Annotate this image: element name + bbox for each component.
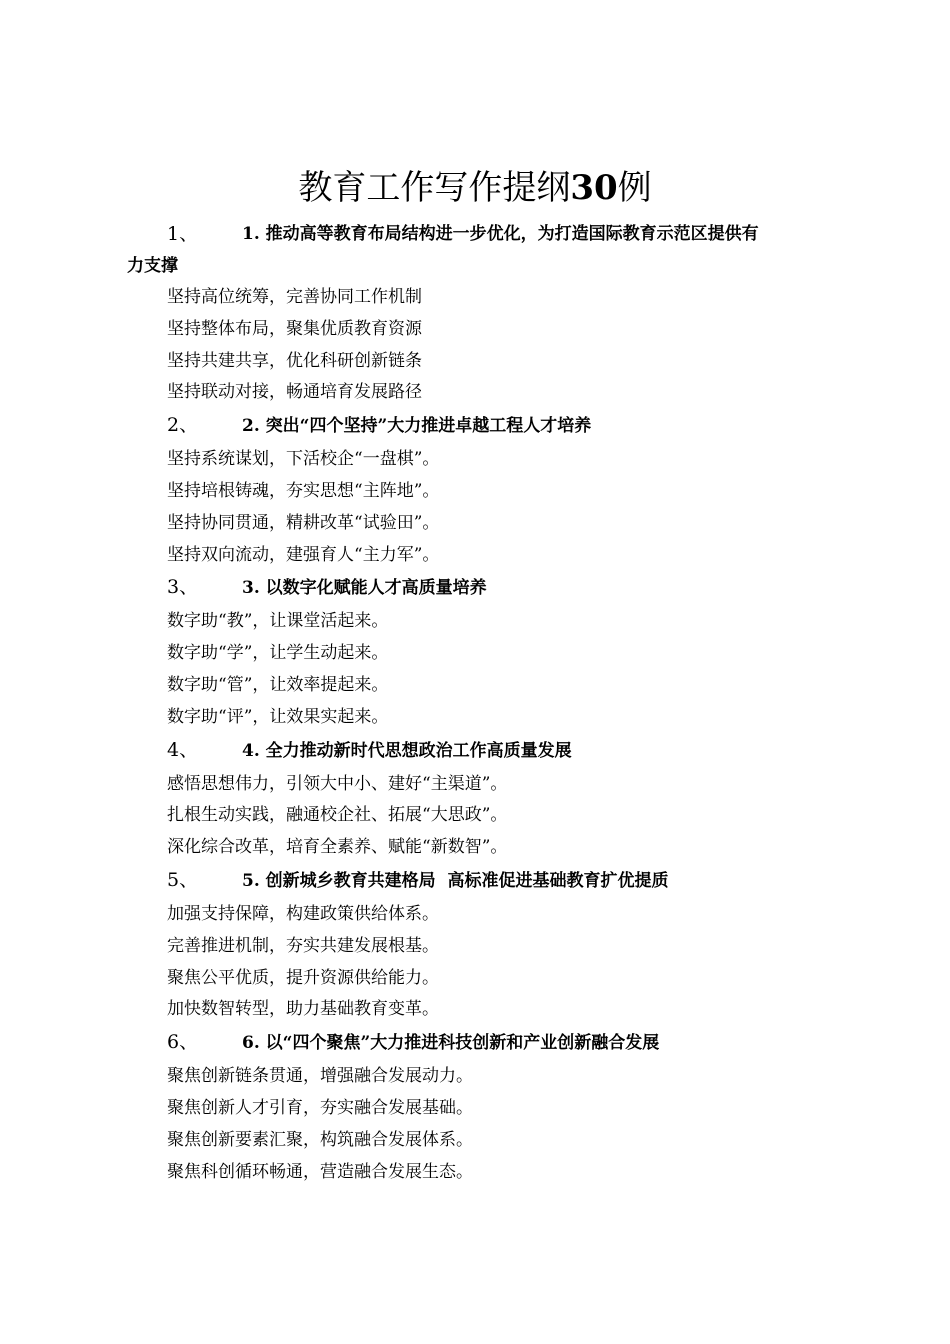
list-item: 坚持高位统筹，完善协同工作机制 [167, 287, 422, 307]
list-item: 扎根生动实践，融通校企社、拓展“大思政”。 [167, 805, 508, 826]
list-item: 聚焦创新人才引育，夯实融合发展基础。 [167, 1097, 473, 1118]
list-item: 加强支持保障，构建政策供给体系。 [167, 903, 439, 924]
section-marker: 6、 [167, 1031, 199, 1054]
title-prefix: 教育工作写作提纲 [298, 168, 571, 208]
list-item: 坚持共建共享，优化科研创新链条 [167, 350, 422, 371]
list-item: 加快数智转型，助力基础教育变革。 [167, 999, 439, 1020]
list-item: 坚持双向流动，建强育人“主力军”。 [167, 544, 440, 565]
section-heading-6 [127, 1026, 847, 1061]
list-item: 坚持联动对接，畅通培育发展路径 [167, 382, 422, 403]
section-heading-3 [127, 571, 847, 606]
section-marker: 4、 [167, 738, 199, 761]
document-body [127, 218, 847, 1188]
section-title: 4. 全力推动新时代思想政治工作高质量发展 [242, 740, 572, 761]
section-heading-5 [127, 864, 847, 899]
section-heading-1 [127, 218, 847, 282]
list-item: 数字助“评”，让效果实起来。 [167, 706, 389, 727]
section-heading-4 [127, 734, 847, 769]
list-item: 完善推进机制，夯实共建发展根基。 [167, 935, 439, 956]
list-item: 坚持协同贯通，精耕改革“试验田”。 [167, 512, 440, 533]
list-item: 数字助“学”，让学生动起来。 [167, 643, 389, 664]
section-title: 6. 以“四个聚焦”大力推进科技创新和产业创新融合发展 [242, 1033, 660, 1054]
section-title: 5. 创新城乡教育共建格局 高标准促进基础教育扩优提质 [242, 870, 669, 891]
list-item: 数字助“教”，让课堂活起来。 [167, 611, 389, 632]
section-title-line1: 1. 推动高等教育布局结构进一步优化，为打造国际教育示范区提供有 [242, 224, 759, 244]
list-item: 坚持整体布局，聚集优质教育资源 [167, 318, 422, 339]
list-item: 深化综合改革，培育全素养、赋能“新数智”。 [167, 837, 508, 858]
title-number: 30 [570, 168, 618, 208]
list-item: 感悟思想伟力，引领大中小、建好“主渠道”。 [167, 773, 508, 794]
section-marker: 2、 [167, 414, 199, 437]
list-item: 聚焦公平优质，提升资源供给能力。 [167, 967, 439, 988]
section-marker: 3、 [167, 576, 199, 599]
list-item: 聚焦创新链条贯通，增强融合发展动力。 [167, 1066, 473, 1087]
page-title [0, 166, 950, 210]
section-title: 3. 以数字化赋能人才高质量培养 [242, 578, 487, 599]
title-suffix: 例 [617, 168, 652, 208]
list-item: 坚持系统谋划，下活校企“一盘棋”。 [167, 449, 440, 470]
list-item: 聚焦创新要素汇聚，构筑融合发展体系。 [167, 1129, 473, 1150]
list-item: 坚持培根铸魂，夯实思想“主阵地”。 [167, 480, 440, 501]
section-marker: 1、 [167, 223, 199, 245]
section-heading-2 [127, 409, 847, 444]
list-item: 聚焦科创循环畅通，营造融合发展生态。 [167, 1161, 473, 1182]
list-item: 数字助“管”，让效率提起来。 [167, 674, 389, 695]
section-title-line2: 力支撑 [127, 256, 178, 276]
section-title: 2. 突出“四个坚持”大力推进卓越工程人才培养 [242, 416, 592, 437]
section-marker: 5、 [167, 868, 199, 891]
